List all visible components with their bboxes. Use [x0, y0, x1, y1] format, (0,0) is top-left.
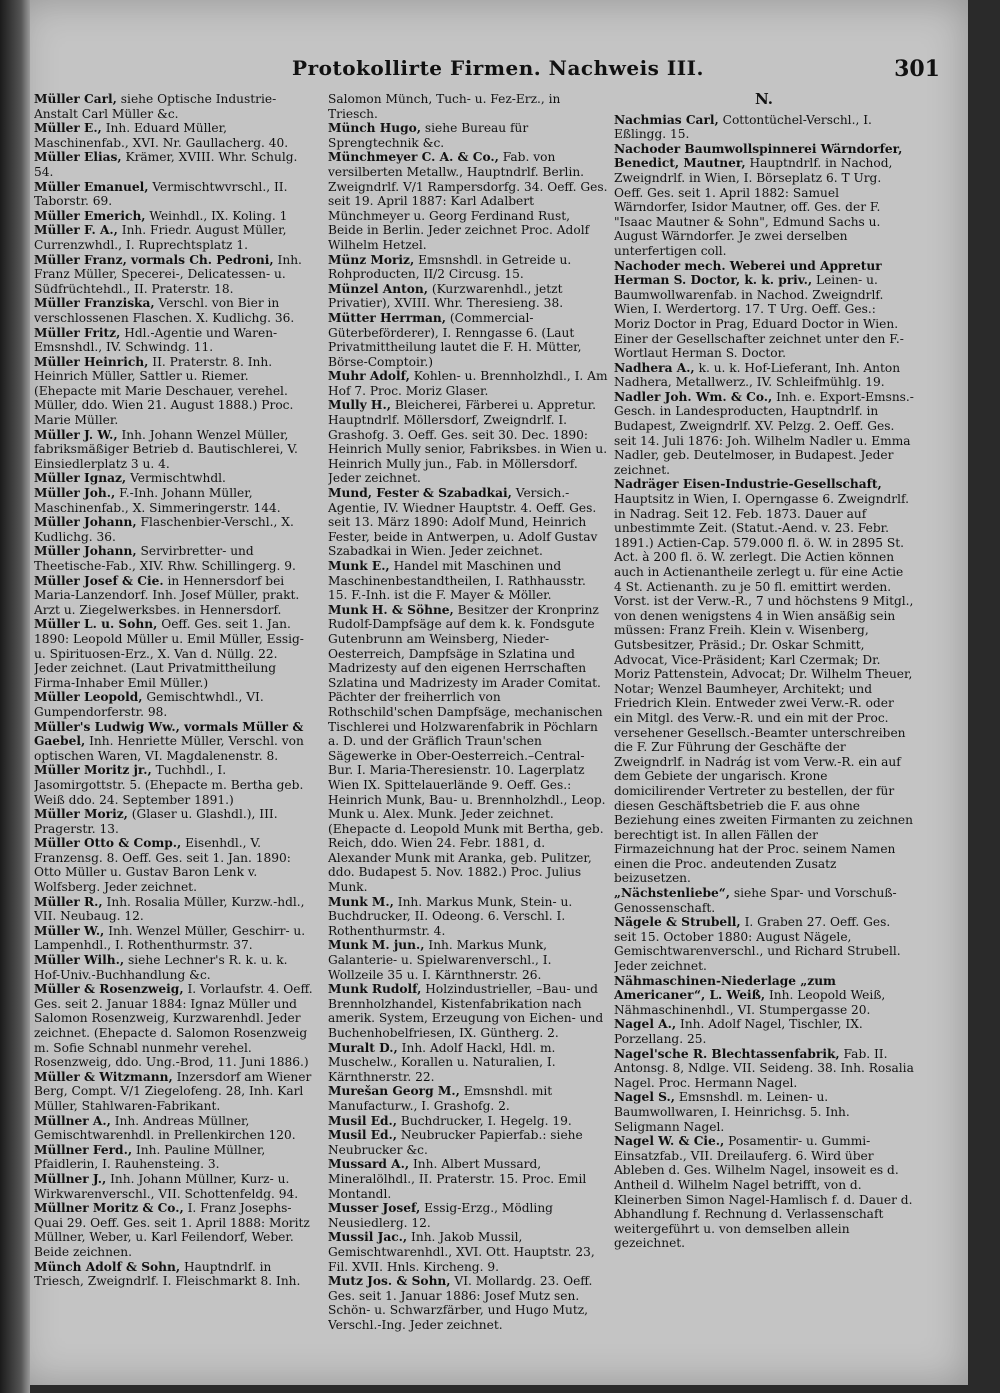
directory-entry: [328, 1114, 608, 1129]
entry-text: Inh. Albert Mussard, Mineralölhdl., II. Praterstr. 15. Proc. Emil Montandl.: [328, 1157, 587, 1201]
entry-name: Müller Emerich,: [34, 208, 146, 223]
entry-text: Krämer, XVIII. Whr. Schulg. 54.: [34, 150, 298, 179]
directory-entry: [614, 390, 914, 478]
directory-entry: [34, 895, 314, 924]
directory-entry: [34, 180, 314, 209]
entry-text: Inh. Henriette Müller, Verschl. von optischen Waren, VI. Magdalenenstr. 8.: [34, 734, 304, 763]
entry-name: Müller & Witzmann,: [34, 1069, 173, 1084]
entry-text: in Hennersdorf bei Maria-Lanzendorf. Inh. Josef Müller, prakt. Arzt u. Ziegelwerksbes. in Hennersdorf.: [34, 573, 300, 617]
entry-text: Servirbretter- und Theetische-Fab., XIV. Rhw. Schillingerg. 9.: [34, 544, 296, 573]
directory-entry: [328, 92, 608, 121]
entry-text: Inzersdorf am Wiener Berg, Compt. V/1 Ziegelofeng. 28, Inh. Karl Müller, Stahlwaren-Fabrikant.: [34, 1069, 312, 1113]
directory-entry: [614, 1017, 914, 1046]
directory-entry: [614, 1134, 914, 1251]
entry-name: Munk E.,: [328, 559, 390, 573]
entry-text: Inh. Leopold Weiß, Nähmaschinenhdl., VI. Stumpergasse 20.: [614, 988, 886, 1017]
entry-name: Müller J. W.,: [34, 427, 118, 442]
entry-name: Musser Josef,: [328, 1201, 421, 1216]
entry-name: Müller's Ludwig Ww., vormals Müller & Gaebel,: [34, 719, 304, 749]
entry-name: Nägele & Strubell,: [614, 915, 741, 930]
entry-name: Munk H. & Söhne,: [328, 602, 454, 617]
page-header: [38, 56, 958, 86]
directory-entry: [328, 1128, 608, 1157]
entry-text: Verschl. von Bier in verschlossenen Flaschen. X. Kudlichg. 36.: [34, 296, 295, 325]
directory-entry: [328, 311, 608, 369]
entry-name: Nagel'sche R. Blechtassenfabrik,: [614, 1046, 840, 1061]
directory-entry: [34, 150, 314, 179]
entry-text: Buchdrucker, I. Hegelg. 19.: [400, 1113, 572, 1128]
entry-text: Weinhdl., IX. Koling. 1: [149, 208, 288, 223]
directory-entry: [34, 486, 314, 515]
entry-text: Inh. Andreas Müllner, Gemischtwarenhdl. in Prellenkirchen 120.: [34, 1113, 296, 1143]
entry-name: Nachoder Baumwollspinnerei Wärndorfer, Benedict, Mautner,: [614, 141, 903, 171]
entry-text: Neubrucker Papierfab.: siehe Neubrucker &c.: [328, 1128, 583, 1157]
entry-text: Vermischtwvrschl., II. Taborstr. 69.: [34, 179, 288, 209]
directory-entry: [614, 361, 914, 390]
entry-text: Inh. Jakob Mussil, Gemischtwarenhdl., XVI. Ott. Hauptstr. 23, Fil. XVII. Hnls. Kircheng. 9.: [328, 1230, 595, 1274]
column-2: [328, 92, 608, 1362]
entry-name: Nähmaschinen-Niederlage „zum Americaner“, L. Weiß,: [614, 973, 836, 1003]
entry-name: Müller Carl,: [34, 92, 117, 106]
entry-text: Bleicherei, Färberei u. Appretur. Hauptndrlf. Möllersdorf, Zweigndrlf. I. Grashofg. 3. Oeff. Ges. seit 30. Dec. 1890: Heinrich Mully senior, Fabriksbes. in Wien u. Heinrich Mully jun., Fab. in Möllersdorf. Jeder zeichnet.: [328, 398, 608, 486]
directory-entry: [614, 259, 914, 361]
entry-name: Müller Johann,: [34, 515, 137, 530]
entry-text: Emsnshdl. m. Leinen- u. Baumwollwaren, I. Heinrichsg. 5. Inh. Seligmann Nagel.: [614, 1090, 850, 1134]
directory-entry: [34, 807, 314, 836]
entry-text: Kohlen- u. Brennholzhdl., I. Am Hof 7. Proc. Moriz Glaser.: [328, 369, 608, 398]
directory-entry: [34, 690, 314, 719]
directory-entry: [328, 1201, 608, 1230]
directory-entry: [614, 915, 914, 973]
entry-name: Mutz Jos. & Sohn,: [328, 1274, 451, 1289]
page-number: 301: [894, 56, 940, 82]
directory-entry: [614, 1090, 914, 1134]
directory-entry: [328, 1157, 608, 1201]
directory-entry: [34, 1143, 314, 1172]
entry-text: siehe Optische Industrie-Anstalt Carl Müller &c.: [34, 92, 277, 121]
directory-entry: [34, 121, 314, 150]
directory-entry: [328, 150, 608, 252]
entry-text: Inh. Markus Munk, Galanterie- u. Spielwarenverschl., I. Wollzeile 35 u. I. Kärnthnerstr. 26.: [328, 938, 552, 982]
directory-entry: [328, 398, 608, 486]
entry-name: Nadler Joh. Wm. & Co.,: [614, 389, 773, 404]
directory-entry: [34, 1260, 314, 1289]
entry-name: Müllner A.,: [34, 1113, 111, 1128]
entry-name: Müller L. u. Sohn,: [34, 617, 158, 632]
entry-text: Eisenhdl., V. Franzensg. 8. Oeff. Ges. seit 1. Jan. 1890: Otto Müller u. Gustav Baron Lenk v. Wolfsberg. Jeder zeichnet.: [34, 836, 291, 895]
entry-text: I. Franz Josephs-Quai 29. Oeff. Ges. seit 1. April 1888: Moritz Müllner, Weber, u. Karl Feilendorf, Weber. Beide zeichnen.: [34, 1201, 310, 1259]
entry-text: Holzindustrieller, –Bau- und Brennholzhandel, Kistenfabrikation nach amerik. System, Erzeugung von Eichen- und Buchenhobelfriesen, IX. Güntherg. 2.: [328, 982, 604, 1040]
entry-name: Nachoder mech. Weberei und Appretur Herman S. Doctor, k. k. priv.,: [614, 258, 882, 288]
entry-name: Nagel A.,: [614, 1017, 677, 1032]
directory-entry: [328, 895, 608, 939]
entry-name: Müller Moritz jr.,: [34, 763, 152, 778]
directory-entry: [34, 953, 314, 982]
entry-text: Essig-Erzg., Mödling Neusiedlerg. 12.: [328, 1201, 553, 1230]
directory-entry: [614, 1047, 914, 1091]
directory-entry: [328, 1274, 608, 1332]
entry-text: Inh. Adolf Hackl, Hdl. m. Muschelw., Korallen u. Naturalien, I. Kärnthnerstr. 22.: [328, 1040, 556, 1084]
entry-text: siehe Bureau für Sprengtechnik &c.: [328, 121, 529, 150]
directory-entry: [34, 924, 314, 953]
directory-entry: [328, 121, 608, 150]
entry-name: Mütter Herrman,: [328, 310, 447, 325]
column-1: [34, 92, 314, 1362]
directory-entry: [34, 1114, 314, 1143]
entry-text: Inh. e. Export-Emsns.-Gesch. in Landesproducten, Hauptndrlf. in Budapest, Zweigndrlf. XV. Pelzg. 2. Oeff. Ges. seit 14. Juli 1876: Joh. Wilhelm Nadler u. Emma Nadler, geb. Deutelmoser, in Budapest. Jeder zeichnet.: [614, 389, 914, 477]
directory-entry: [34, 982, 314, 1070]
entry-text: I. Vorlaufstr. 4. Oeff. Ges. seit 2. Januar 1884: Ignaz Müller und Salomon Rosenzweig, Kurzwarenhdl. Jeder zeichnet. (Ehepacte d. Salomon Rosenzweig m. Sofie Schnabl nunmehr verehel. Rosenzweig, ddo. Ung.-Brod, 11. Juni 1886.): [34, 982, 313, 1070]
directory-entry: [34, 720, 314, 764]
entry-text: Inh. Rosalia Müller, Kurzw.-hdl., VII. Neubaug. 12.: [34, 894, 305, 924]
entry-text: Fab. II. Antonsg. 8, Ndlge. VII. Seideng. 38. Inh. Rosalia Nagel. Proc. Hermann Nagel.: [614, 1046, 914, 1090]
directory-entry: [328, 1041, 608, 1085]
entry-name: Müller W.,: [34, 923, 105, 938]
directory-entry: [34, 1070, 314, 1114]
book-spine-edge: [0, 0, 30, 1393]
entry-name: Musil Ed.,: [328, 1128, 398, 1143]
entry-text: siehe Spar- und Vorschuß-Genossenschaft.: [614, 886, 897, 915]
entry-name: Münzel Anton,: [328, 281, 428, 296]
entry-text: Emsnshdl. in Getreide u. Rohproducten, II/2 Circusg. 15.: [328, 252, 572, 282]
directory-entry: [34, 617, 314, 690]
entry-name: Nachmias Carl,: [614, 112, 719, 127]
entry-text: F.-Inh. Johann Müller, Maschinenfab., X. Simmeringerstr. 144.: [34, 486, 281, 515]
entry-name: Munk Rudolf,: [328, 982, 422, 997]
entry-text: Hauptndrlf. in Nachod, Zweigndrlf. in Wien, I. Börseplatz 6. T Urg. Oeff. Ges. seit 1. April 1882: Samuel Wärndorfer, Isidor Mautner, off. Ges. der F. "Isaac Mautner & Sohn", Edmund Sachs u. August Wärndorfer. Je zwei derselben unterfertigen coll.: [614, 156, 893, 258]
entry-name: Müller Leopold,: [34, 690, 143, 705]
entry-text: Inh. Markus Munk, Stein- u. Buchdrucker, II. Odeong. 6. Verschl. I. Rothenthurmstr. 4.: [328, 894, 573, 938]
entry-name: Mully H.,: [328, 398, 391, 413]
entry-text: Gemischtwhdl., VI. Gumpendorferstr. 98.: [34, 690, 264, 719]
entry-name: Münchmeyer C. A. & Co.,: [328, 150, 499, 165]
directory-entry: [328, 1230, 608, 1274]
entry-name: Murešan Georg M.,: [328, 1084, 460, 1099]
entry-name: Müller Otto & Comp.,: [34, 836, 182, 851]
entry-text: Fab. von versilberten Metallw., Hauptndrlf. Berlin. Zweigndrlf. V/1 Rampersdorfg. 34. Oeff. Ges. seit 19. April 1887: Karl Adalbert Münchmeyer u. Georg Ferdinand Rust, Beide in Berlin. Jeder zeichnet Proc. Adolf Wilhelm Hetzel.: [328, 150, 608, 252]
entry-name: Müller Emanuel,: [34, 179, 149, 194]
entry-name: Müller Josef & Cie.: [34, 573, 164, 588]
entry-text: Inh. Wenzel Müller, Geschirr- u. Lampenhdl., I. Rothenthurmstr. 37.: [34, 923, 306, 953]
directory-entry: [34, 209, 314, 224]
section-letter: N.: [755, 92, 773, 108]
directory-entry: [34, 253, 314, 297]
entry-name: Müller Moriz,: [34, 807, 128, 822]
directory-entry: [614, 477, 914, 886]
entry-name: Nadräger Eisen-Industrie-Gesellschaft,: [614, 477, 882, 492]
directory-entry: [34, 471, 314, 486]
entry-text: Leinen- u. Baumwollwarenfab. in Nachod. Zweigndrlf. Wien, I. Werdertorg. 17. T Urg. Oeff. Ges.: Moriz Doctor in Prag, Eduard Doctor in Wien. Einer der Gesellschafter zeichnet unter den F.-Wortlaut Herman S. Doctor.: [614, 273, 904, 361]
document-page: [18, 0, 968, 1385]
entry-text: II. Praterstr. 8. Inh. Heinrich Müller, Sattler u. Riemer. (Ehepacte mit Marie Deschauer, verehel. Müller, ddo. Wien 21. August 1888.) Proc. Marie Müller.: [34, 354, 294, 428]
entry-name: Mund, Fester & Szabadkai,: [328, 486, 512, 501]
entry-text: Inh. Johann Müllner, Kurz- u. Wirkwarenverschl., VII. Schottenfeldg. 94.: [34, 1171, 299, 1201]
entry-text: (Commercial-Güterbeförderer), I. Renngasse 6. (Laut Privatmittheilung lautet die F. H. Mütter, Börse-Comptoir.): [328, 310, 582, 369]
entry-name: Müller F. A.,: [34, 223, 118, 238]
entry-text: (Glaser u. Glashdl.), III. Pragerstr. 13.: [34, 807, 278, 836]
directory-entry: [34, 1172, 314, 1201]
entry-name: Müller Elias,: [34, 150, 122, 165]
entry-name: Nagel W. & Cie.,: [614, 1134, 725, 1149]
entry-name: Munk M.,: [328, 894, 394, 909]
entry-name: Müller & Rosenzweig,: [34, 982, 184, 997]
entry-text: Versich.-Agentie, IV. Wiedner Hauptstr. 4. Oeff. Ges. seit 13. März 1890: Adolf Mund, Heinrich Fester, beide in Antwerpen, u. Adolf Gustav Szabadkai in Wien. Jeder zeichnet.: [328, 486, 598, 559]
directory-entry: [328, 1084, 608, 1113]
directory-entry: [34, 428, 314, 472]
entry-text: VI. Mollardg. 23. Oeff. Ges. seit 1. Januar 1886: Josef Mutz sen. Schön- u. Schwarzfärber, und Hugo Mutz, Verschl.-Ing. Jeder zeichnet.: [328, 1274, 593, 1332]
entry-name: Mussard A.,: [328, 1157, 410, 1172]
directory-entry: [34, 544, 314, 573]
entry-name: Muhr Adolf,: [328, 369, 410, 384]
directory-entry: [34, 296, 314, 325]
entry-name: Müllner Moritz & Co.,: [34, 1201, 184, 1216]
directory-entry: [34, 836, 314, 894]
entry-text: I. Graben 27. Oeff. Ges. seit 15. October 1880: August Nägele, Gemischtwarenverschl., und Richard Strubell. Jeder zeichnet.: [614, 915, 901, 974]
directory-entry: [34, 1201, 314, 1259]
entry-name: Müller Heinrich,: [34, 354, 149, 369]
entry-name: Münz Moriz,: [328, 252, 415, 267]
entry-text: Inh. Eduard Müller, Maschinenfab., XVI. Nr. Gaullacherg. 40.: [34, 121, 289, 150]
entry-name: Müller Johann,: [34, 544, 137, 559]
directory-entry: [328, 369, 608, 398]
entry-name: „Nächstenliebe“,: [614, 886, 730, 901]
entry-text: Posamentir- u. Gummi-Einsatzfab., VII. Dreilauferg. 6. Wird über Ableben d. Ges. Wilhelm Nagel, insoweit es d. Antheil d. Wilhelm Nagel betrifft, von d. Kleinerben Simon Nagel-Hamlisch f. d. Dauer d. Abhandlung f. Rechnung d. Verlassenschaft weitergeführt u. von demselben allein gezeichnet.: [614, 1134, 913, 1251]
entry-text: Handel mit Maschinen und Maschinenbestandtheilen, I. Rathhausstr. 15. F.-Inh. ist die F. Mayer & Möller.: [328, 559, 586, 603]
directory-entry: [328, 938, 608, 982]
entry-name: Müller Fritz,: [34, 325, 121, 340]
directory-entry: [328, 559, 608, 603]
entry-text: Oeff. Ges. seit 1. Jan. 1890: Leopold Müller u. Emil Müller, Essig- u. Spirituosen-Erz., X. Van d. Nüllg. 22. Jeder zeichnet. (Laut Privatmittheilung Firma-Inhaber Emil Müller.): [34, 617, 304, 690]
entry-name: Nagel S.,: [614, 1090, 676, 1105]
directory-entry: [34, 763, 314, 807]
entry-text: Vermischtwhdl.: [130, 471, 226, 486]
entry-name: Müller Joh.,: [34, 486, 116, 501]
entry-text: Hauptsitz in Wien, I. Operngasse 6. Zweigndrlf. in Nadrag. Seit 12. Feb. 1873. Dauer auf unbestimmte Zeit. (Statut.-Aend. v. 23. Febr. 1891.) Actien-Cap. 579.000 fl. ö. W. in 2895 St. Act. à 200 fl. ö. W. zerlegt. Die Actien können auch in Actienantheile zerlegt u. für eine Actie 4 St. Actienanth. zu je 50 fl. emittirt werden. Vorst. ist der Verw.-R., 7 und höchstens 9 Mitgl., von denen wenigstens 4 in Wien ansäßig sein müssen: Franz Freih. Klein v. Wisenberg, Gutsbesitzer, Präsid.; Dr. Oskar Schmitt, Advocat, Vice-Präsident; Karl Czermak; Dr. Moriz Pattenstein, Advocat; Dr. Wilhelm Theuer, Notar; Wenzel Baumheyer, Architekt; und Friedrich Klein. Entweder zwei Verw.-R. oder ein Mitgl. des Verw.-R. und ein mit der Proc. versehener Gesellsch.-Beamter unterschreiben die F. Zur Führung der Geschäfte der Zweigndrlf. in Nadrág ist vom Verw.-R. ein auf dem Gebiete der ungarisch. Krone domicilirender Vertreter zu bestellen, der für diesen Geschäftsbetrieb die F. aus ohne Beziehung eines zweiten Firmanten zu zeichnen berechtigt ist. In allen Fällen der Firmazeichnung hat der Proc. seinem Namen einen die Proc. andeutenden Zusatz beizusetzen.: [614, 492, 914, 886]
entry-name: Müller E.,: [34, 121, 102, 136]
entry-name: Nadhera A.,: [614, 360, 695, 375]
entry-text: Tuchhdl., I. Jasomirgottstr. 5. (Ehepacte m. Bertha geb. Weiß ddo. 24. September 1891.): [34, 763, 304, 807]
entry-name: Musil Ed.,: [328, 1113, 398, 1128]
entry-text: Inh. Johann Wenzel Müller, fabriksmäßiger Betrieb d. Bautischlerei, V. Einsiedlerplatz 3 u. 4.: [34, 427, 298, 471]
directory-entry: [614, 974, 914, 1018]
entry-text: Inh. Friedr. August Müller, Currenzwhdl., I. Ruprechtsplatz 1.: [34, 223, 287, 252]
entry-name: Munk M. jun.,: [328, 938, 425, 953]
directory-entry: [34, 326, 314, 355]
entry-text: (Kurzwarenhdl., jetzt Privatier), XVIII. Whr. Theresieng. 38.: [328, 281, 564, 311]
entry-text: Salomon Münch, Tuch- u. Fez-Erz., in Triesch.: [328, 92, 561, 121]
entry-name: Müllner J.,: [34, 1171, 107, 1186]
entry-text: Inh. Pauline Müllner, Pfaidlerin, I. Rauhensteing. 3.: [34, 1142, 266, 1172]
directory-entry: [328, 603, 608, 895]
entry-name: Münch Adolf & Sohn,: [34, 1259, 181, 1274]
entry-name: Müller R.,: [34, 894, 103, 909]
entry-name: Müller Franz, vormals Ch. Pedroni,: [34, 252, 274, 267]
directory-entry: [328, 282, 608, 311]
entry-name: Müllner Ferd.,: [34, 1142, 133, 1157]
directory-entry: [34, 92, 314, 121]
entry-text: Flaschenbier-Verschl., X. Kudlichg. 36.: [34, 515, 294, 544]
entry-name: Mussil Jac.,: [328, 1230, 408, 1245]
directory-entry: [328, 253, 608, 282]
entry-text: Emsnshdl. mit Manufacturw., I. Grashofg. 2.: [328, 1084, 553, 1113]
directory-entry: [34, 515, 314, 544]
entry-text: Inh. Franz Müller, Specerei-, Delicatessen- u. Südfrüchtehdl., II. Praterstr. 18.: [34, 252, 302, 296]
entry-name: Müller Wilh.,: [34, 953, 125, 968]
directory-entry: [614, 113, 914, 142]
entry-text: k. u. k. Hof-Lieferant, Inh. Anton Nadhera, Metallwerz., IV. Schleifmühlg. 19.: [614, 360, 901, 390]
entry-text: Cottontüchel-Verschl., I. Eßlingg. 15.: [614, 112, 872, 142]
entry-name: Müller Ignaz,: [34, 471, 127, 486]
entry-text: Inh. Adolf Nagel, Tischler, IX. Porzellang. 25.: [614, 1017, 863, 1046]
column-3: [614, 92, 914, 1362]
entry-text: Besitzer der Kronprinz Rudolf-Dampfsäge auf dem k. k. Fondsgute Gutenbrunn am Weinsberg, Nieder-Oesterreich, Dampfsäge in Szlatina und Madrizesty auf den eigenen Herrschaften Szlatina und Madrizesty im Arader Comitat. Pächter der freiherrlich von Rothschild'schen Dampfsäge, mechanischen Tischlerei und Holzwarenfabrik in Pöchlarn a. D. und der Gräflich Traun'schen Sägewerke in Ober-Oesterreich.–Central-Bur. I. Maria-Theresienstr. 10. Lagerplatz Wien IX. Spittelauerlände 9. Oeff. Ges.: Heinrich Munk, Bau- u. Brennholzhdl., Leop. Munk u. Alex. Munk. Jeder zeichnet. (Ehepacte d. Leopold Munk mit Bertha, geb. Reich, ddo. Wien 24. Febr. 1881, d. Alexander Munk mit Aranka, geb. Pulitzer, ddo. Budapest 5. Nov. 1882.) Proc. Julius Munk.: [328, 602, 606, 895]
entry-text: Hdl.-Agentie und Waren-Emsnshdl., IV. Schwindg. 11.: [34, 325, 278, 355]
directory-entry: [328, 486, 608, 559]
directory-entry: [34, 355, 314, 428]
entry-name: Münch Hugo,: [328, 121, 422, 136]
directory-entry: [328, 982, 608, 1040]
directory-entry: [614, 886, 914, 915]
entry-name: Muralt D.,: [328, 1040, 398, 1055]
directory-entry: [34, 574, 314, 618]
entry-text: Hauptndrlf. in Triesch, Zweigndrlf. I. Fleischmarkt 8. Inh.: [34, 1259, 301, 1289]
entry-text: siehe Lechner's R. k. u. k. Hof-Univ.-Buchhandlung &c.: [34, 953, 288, 982]
page-title: Protokollirte Firmen. Nachweis III.: [292, 56, 704, 80]
directory-entry: [34, 223, 314, 252]
directory-entry: [614, 142, 914, 259]
entry-name: Müller Franziska,: [34, 296, 155, 311]
